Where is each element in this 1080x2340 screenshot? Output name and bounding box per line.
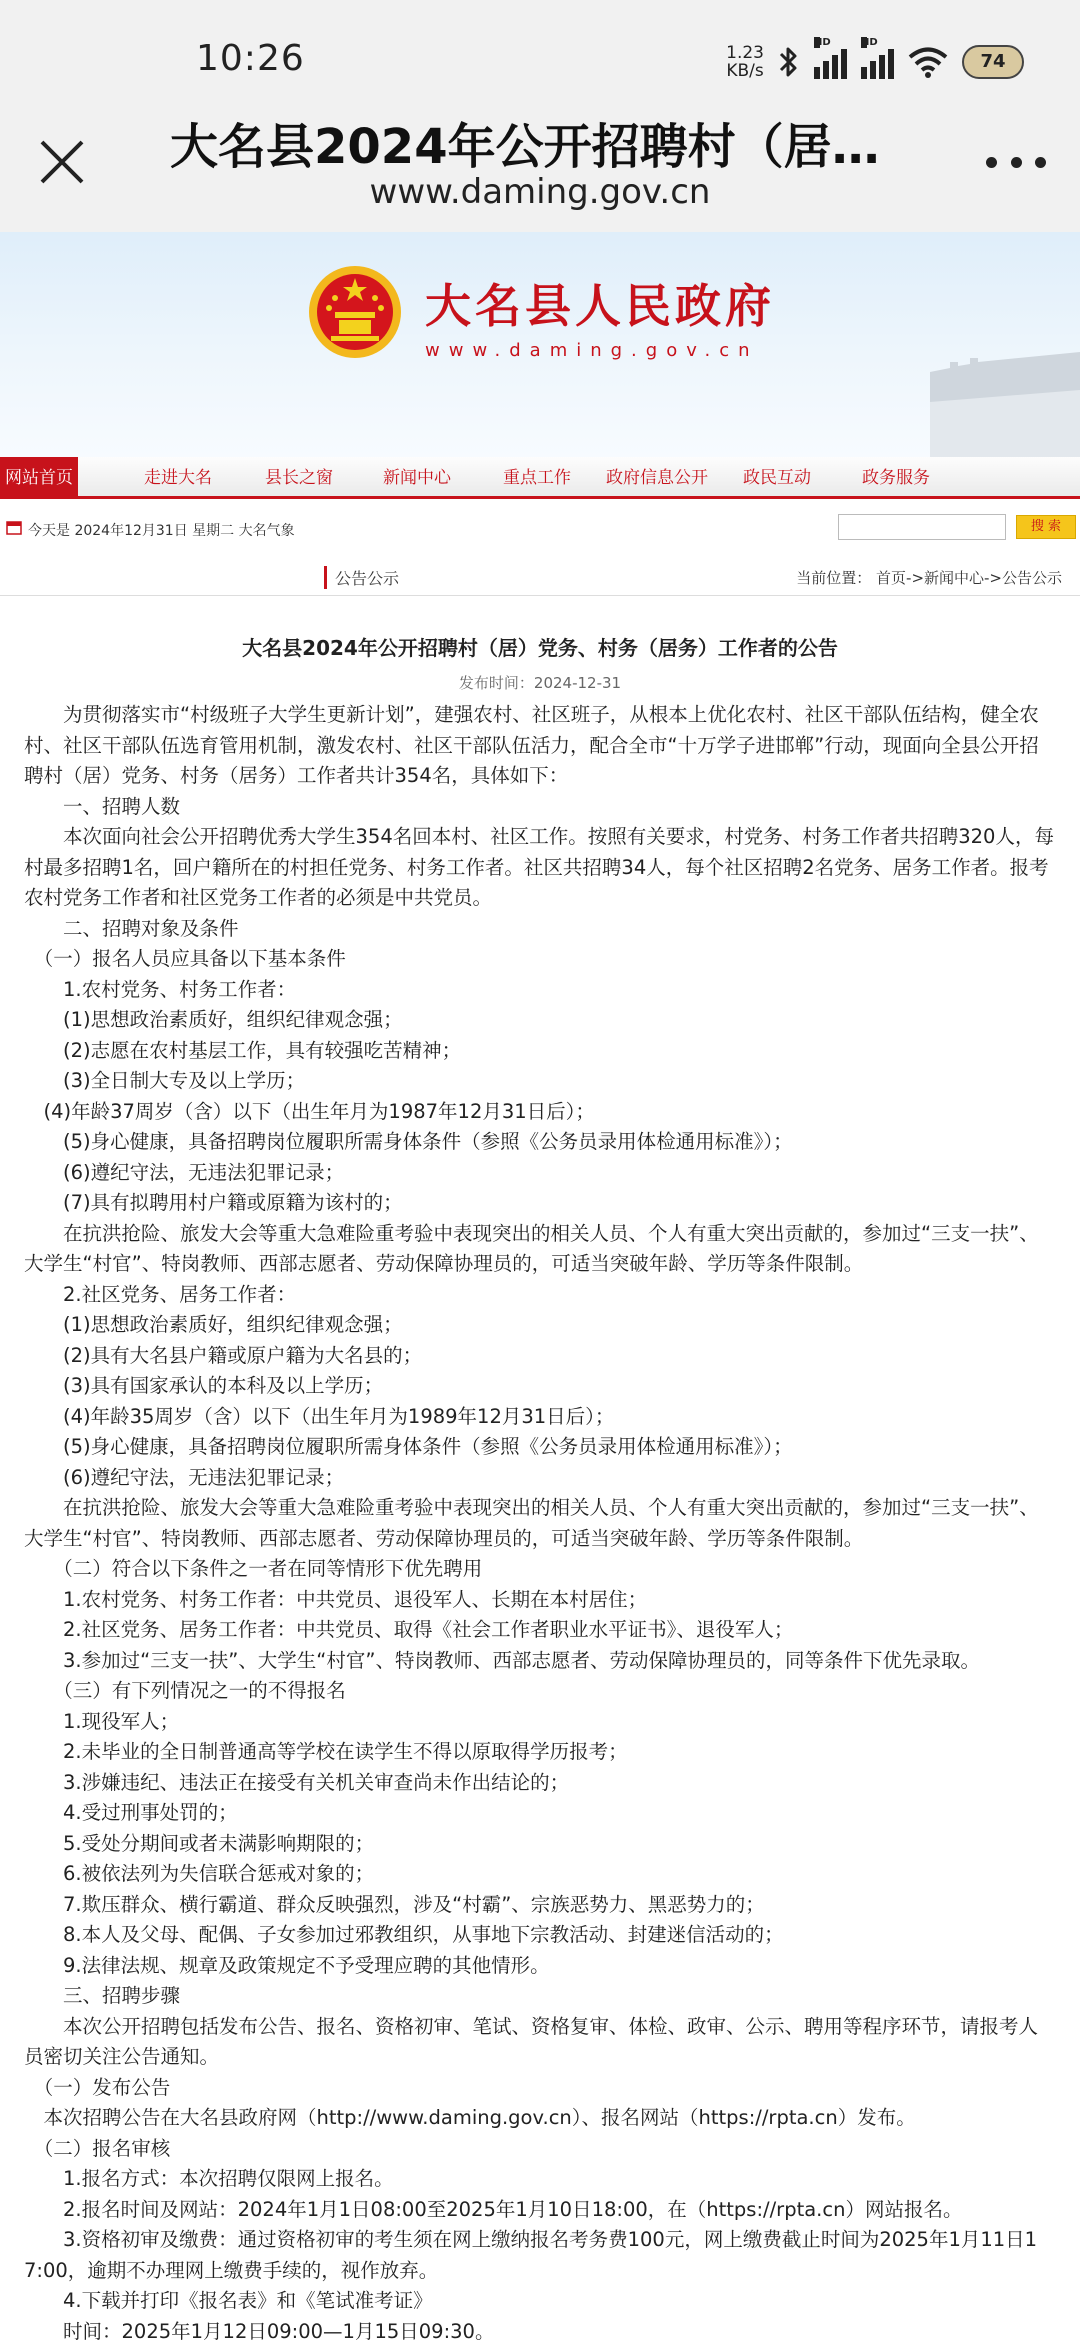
today-date: 今天是 2024年12月31日 星期二 大名气象 xyxy=(28,523,295,539)
site-url: www.daming.gov.cn xyxy=(425,340,759,361)
nav-key-work[interactable]: 重点工作 xyxy=(503,468,571,488)
article-paragraph: (4)年龄37周岁（含）以下（出生年月为1987年12月31日后）； xyxy=(24,1099,595,1123)
bluetooth-icon xyxy=(778,45,800,79)
article-paragraph: 2.报名时间及网站：2024年1月1日08:00至2025年1月10日18:00，在（https://rpta.cn）网站报名。 xyxy=(24,2197,963,2221)
article-paragraph: （二）报名审核 xyxy=(24,2136,171,2160)
article-paragraph: 在抗洪抢险、旅发大会等重大急难险重考验中表现突出的相关人员、个人有重大突出贡献的，参加过“三支一扶”、大学生“村官”、特岗教师、西部志愿者、劳动保障协理员的，可适当突破年龄、学历等条件限制。 xyxy=(24,1496,1039,1550)
article-paragraph: 4.受过刑事处罚的； xyxy=(24,1801,238,1824)
dot-icon xyxy=(1011,157,1022,168)
nav-county-head[interactable]: 县长之窗 xyxy=(265,468,333,488)
dot-icon xyxy=(986,157,997,168)
search-input[interactable] xyxy=(838,514,1006,540)
national-emblem-icon xyxy=(305,262,405,362)
article-paragraph: 8.本人及父母、配偶、子女参加过邪教组织，从事地下宗教活动、封建迷信活动的； xyxy=(24,1923,784,1946)
nav-interaction[interactable]: 政民互动 xyxy=(743,468,811,488)
article-paragraph: 1.报名方式：本次招聘仅限网上报名。 xyxy=(24,2167,394,2190)
article-paragraph: 2.未毕业的全日制普通高等学校在读学生不得以原取得学历报考； xyxy=(24,1740,628,1763)
article-paragraph: 时间：2025年1月12日09:00—1月15日09:30。 xyxy=(24,2319,495,2340)
article-paragraph: 本次招聘公告在大名县政府网（http://www.daming.gov.cn）、报名网站（https://rpta.cn）发布。 xyxy=(24,2106,916,2129)
more-menu-button[interactable] xyxy=(986,152,1046,172)
article-paragraph: 本次面向社会公开招聘优秀大学生354名回本村、社区工作。按照有关要求，村党务、村务工作者共招聘320人，每村最多招聘1名，回户籍所在的村担任党务、村务工作者。社区共招聘34人，每个社区招聘2名党务、居务工作者。报考农村党务工作者和社区党务工作者的必须是中共党员。 xyxy=(24,825,1054,909)
signal-icon-2: HD xyxy=(861,45,894,79)
site-banner xyxy=(0,232,1080,457)
article-paragraph: 2.社区党务、居务工作者： xyxy=(24,1282,297,1306)
nav-news-center[interactable]: 新闻中心 xyxy=(383,468,451,488)
article-paragraph: （三）有下列情况之一的不得报名 xyxy=(24,1679,346,1702)
nav-about-daming[interactable]: 走进大名 xyxy=(144,468,212,488)
article-paragraph: (5)身心健康，具备招聘岗位履职所需身体条件（参照《公务员录用体检通用标准》）； xyxy=(24,1435,793,1458)
article-body xyxy=(24,700,1054,2340)
main-nav xyxy=(0,457,1080,499)
article-paragraph: 本次公开招聘包括发布公告、报名、资格初审、笔试、资格复审、体检、政审、公示、聘用等程序环节，请报考人员密切关注公告通知。 xyxy=(24,2014,1039,2068)
nav-gov-services[interactable]: 政务服务 xyxy=(862,468,930,488)
article-paragraph: 5.受处分期间或者未满影响期限的； xyxy=(24,1831,375,1855)
calendar-icon xyxy=(6,519,22,535)
info-bar xyxy=(0,508,1080,552)
article-paragraph: 4.下载并打印《报名表》和《笔试准考证》 xyxy=(24,2289,433,2312)
article-paragraph: （一）报名人员应具备以下基本条件 xyxy=(24,947,346,970)
article-paragraph: 7.欺压群众、横行霸道、群众反映强烈，涉及“村霸”、宗族恶势力、黑恶势力的； xyxy=(24,1892,765,1916)
article-paragraph: 1.农村党务、村务工作者： xyxy=(24,977,297,1001)
article-paragraph: (7)具有拟聘用村户籍或原籍为该村的； xyxy=(24,1191,403,1214)
article-paragraph: (1)思想政治素质好，组织纪律观念强； xyxy=(24,1313,403,1336)
section-label: 公告公示 xyxy=(324,566,399,589)
article-paragraph: （一）发布公告 xyxy=(24,2075,171,2099)
article-paragraph: 在抗洪抢险、旅发大会等重大急难险重考验中表现突出的相关人员、个人有重大突出贡献的，参加过“三支一扶”、大学生“村官”、特岗教师、西部志愿者、劳动保障协理员的，可适当突破年龄、学历等条件限制。 xyxy=(24,1221,1039,1275)
search-button[interactable]: 搜 索 xyxy=(1016,515,1076,539)
nav-home[interactable]: 网站首页 xyxy=(0,457,78,499)
net-speed: 1.23 KB/s xyxy=(726,43,764,81)
article-paragraph: 一、招聘人数 xyxy=(24,794,181,818)
page-title: 大名县2024年公开招聘村（居… xyxy=(170,119,880,175)
nav-info-disclosure[interactable]: 政府信息公开 xyxy=(606,468,708,488)
status-time: 10:26 xyxy=(196,38,305,79)
browser-header xyxy=(0,0,1080,232)
article-paragraph: 6.被依法列为失信联合惩戒对象的； xyxy=(24,1862,375,1885)
dot-icon xyxy=(1035,157,1046,168)
site-name: 大名县人民政府 xyxy=(425,279,775,333)
breadcrumb[interactable]: 当前位置： 首页->新闻中心->公告公示 xyxy=(796,569,1062,587)
article-paragraph: 3.参加过“三支一扶”、大学生“村官”、特岗教师、西部志愿者、劳动保障协理员的，同等条件下优先录取。 xyxy=(24,1648,981,1672)
article-paragraph: 三、招聘步骤 xyxy=(24,1984,181,2007)
article-paragraph: (6)遵纪守法，无违法犯罪记录； xyxy=(24,1160,345,1184)
publish-date: 发布时间：2024-12-31 xyxy=(458,674,622,692)
article-paragraph: 为贯彻落实市“村级班子大学生更新计划”，建强农村、社区班子，从根本上优化农村、社区干部队伍结构，健全农村、社区干部队伍选育管用机制，激发农村、社区干部队伍活力，配合全市“十万学子进邯郸”行动，现面向全县公开招聘村（居）党务、村务（居务）工作者共计354名，具体如下： xyxy=(24,703,1039,787)
article-paragraph: (1)思想政治素质好，组织纪律观念强； xyxy=(24,1008,403,1031)
article-paragraph: (4)年龄35周岁（含）以下（出生年月为1989年12月31日后）； xyxy=(24,1404,615,1428)
article-paragraph: （二）符合以下条件之一者在同等情形下优先聘用 xyxy=(24,1557,483,1580)
article-paragraph: (6)遵纪守法，无违法犯罪记录； xyxy=(24,1465,345,1489)
article-paragraph: 2.社区党务、居务工作者：中共党员、取得《社会工作者职业水平证书》、退役军人； xyxy=(24,1618,794,1641)
crumb-row xyxy=(0,556,1080,596)
article-paragraph: (5)身心健康，具备招聘岗位履职所需身体条件（参照《公务员录用体检通用标准》）； xyxy=(24,1130,793,1153)
great-wall-illustration xyxy=(930,342,1080,457)
article-paragraph: (3)具有国家承认的本科及以上学历； xyxy=(24,1374,384,1397)
wifi-icon xyxy=(908,46,948,78)
signal-icon-1: HD xyxy=(814,45,847,79)
article-paragraph: 1.农村党务、村务工作者：中共党员、退役军人、长期在本村居住； xyxy=(24,1587,648,1611)
article-title: 大名县2024年公开招聘村（居）党务、村务（居务）工作者的公告 xyxy=(242,636,838,660)
battery-icon: 74 xyxy=(962,45,1024,79)
article-paragraph: (2)志愿在农村基层工作，具有较强吃苦精神； xyxy=(24,1038,462,1062)
article-paragraph: (2)具有大名县户籍或原户籍为大名县的； xyxy=(24,1343,423,1367)
status-icons xyxy=(726,37,1024,84)
article-paragraph: (3)全日制大专及以上学历； xyxy=(24,1069,306,1092)
article-paragraph: 9.法律法规、规章及政策规定不予受理应聘的其他情形。 xyxy=(24,1953,550,1977)
article-paragraph: 3.资格初审及缴费：通过资格初审的考生须在网上缴纳报名考务费100元，网上缴费截止时间为2025年1月11日17:00，逾期不办理网上缴费手续的，视作放弃。 xyxy=(24,2228,1038,2282)
page-url[interactable]: www.daming.gov.cn xyxy=(369,172,711,212)
article-paragraph: 3.涉嫌违纪、违法正在接受有关机关审查尚未作出结论的； xyxy=(24,1770,570,1794)
article-paragraph: 二、招聘对象及条件 xyxy=(24,916,239,940)
article-paragraph: 1.现役军人； xyxy=(24,1709,180,1733)
